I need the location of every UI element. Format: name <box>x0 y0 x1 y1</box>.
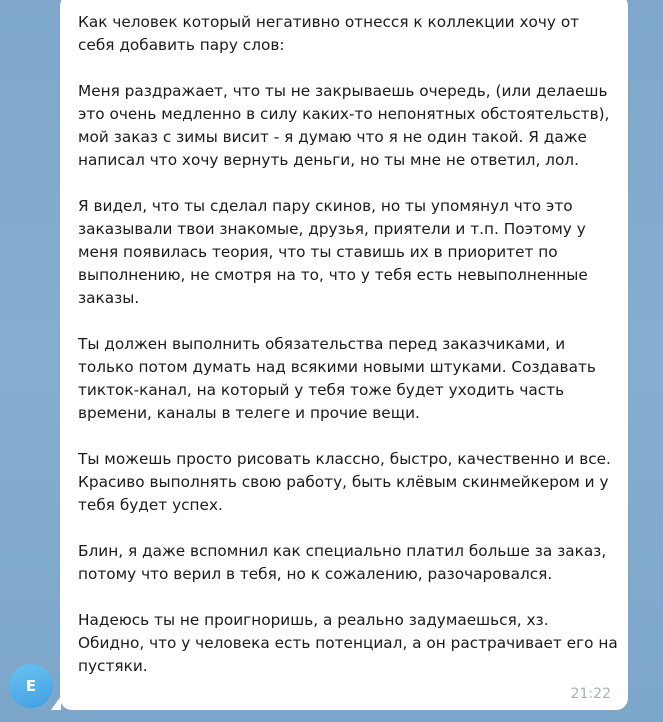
message-paragraph-3: Я видел, что ты сделал пару скинов, но ты упомянул что это заказывали твои знакомые, друзья, приятели и т.п. Поэтому у меня появилась теория, что ты ставишь их в приоритет по выполнению, не смотря на то, что у тебя есть невыполненные заказы. <box>78 197 588 307</box>
message-paragraph-6: Блин, я даже вспомнил как специально платил больше за заказ, потому что верил в тебя, но к сожалению, разочаровался. <box>78 542 607 583</box>
message-bubble[interactable] <box>60 0 628 710</box>
message-timestamp: 21:22 <box>570 686 611 702</box>
message-text <box>78 11 618 678</box>
message-paragraph-7: Надеюсь ты не проигноришь, а реально задумаешься, хз. Обидно, что у человека есть потенциал, а он растрачивает его на пустяки. <box>78 611 618 675</box>
avatar[interactable] <box>9 664 53 708</box>
message-paragraph-2: Меня раздражает, что ты не закрываешь очередь, (или делаешь это очень медленно в силу каких-то непонятных обстоятельств), мой заказ с зимы висит - я думаю что я не один такой. Я даже написал что хочу вернуть деньги, но ты мне не ответил, лол. <box>78 82 610 169</box>
avatar-letter: E <box>25 677 37 695</box>
message-paragraph-5: Ты можешь просто рисовать классно, быстро, качественно и все. Красиво выполнять свою работу, быть клёвым скинмейкером и у тебя будет успех. <box>78 450 611 514</box>
message-paragraph-1: Как человек который негативно отнесся к коллекции хочу от себя добавить пару слов: <box>78 13 580 54</box>
message-paragraph-4: Ты должен выполнить обязательства перед заказчиками, и только потом думать над всякими новыми штуками. Создавать тикток-канал, на который у тебя тоже будет уходить часть времени, каналы в телеге и прочие вещи. <box>78 335 596 422</box>
